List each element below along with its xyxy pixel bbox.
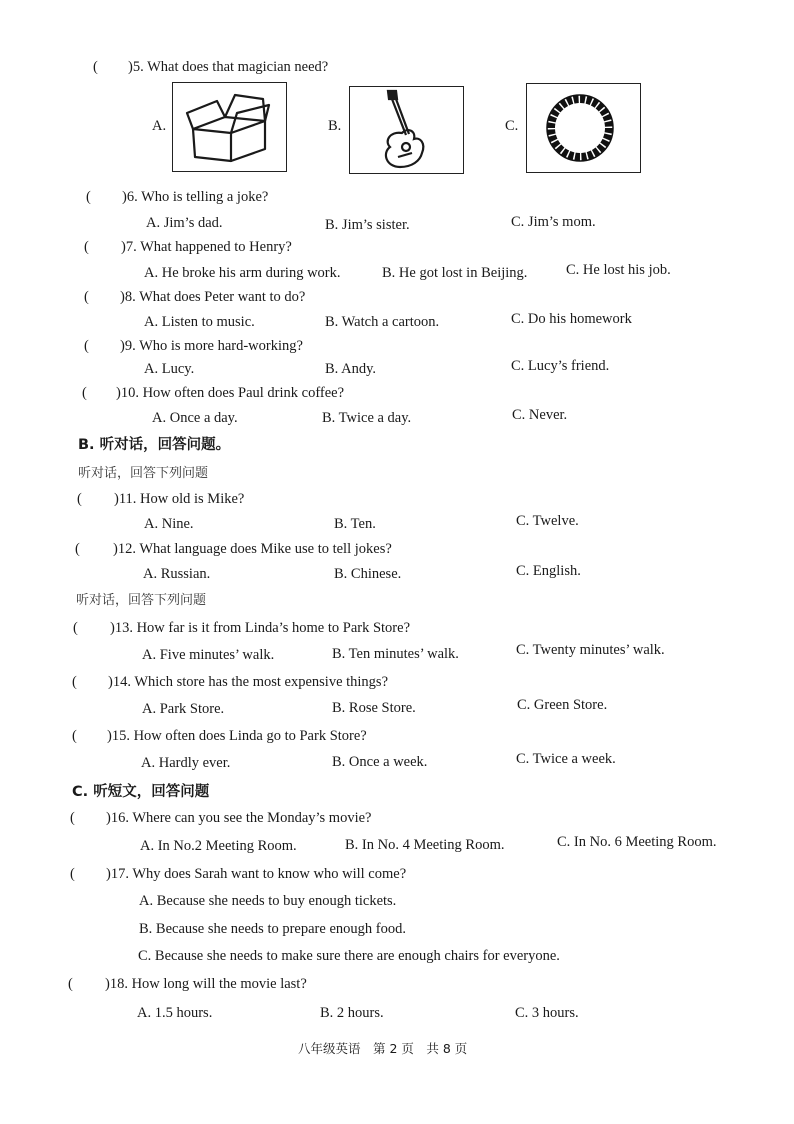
q9-option-b: B. Andy. xyxy=(325,361,377,377)
q11-option-a: A. Nine. xyxy=(144,516,194,532)
q13-paren: ( xyxy=(73,620,78,636)
guitar-icon xyxy=(350,87,463,173)
q14-option-c: C. Green Store. xyxy=(517,697,608,713)
section-c-title: C. 听短文，回答问题 xyxy=(72,784,210,800)
q14-option-a: A. Park Store. xyxy=(142,701,225,717)
q8-paren: ( xyxy=(84,289,89,305)
q7-option-c: C. He lost his job. xyxy=(566,262,671,278)
q6-option-a: A. Jim’s dad. xyxy=(146,215,223,231)
box-icon xyxy=(173,83,286,171)
q17-option-b: B. Because she needs to prepare enough food. xyxy=(139,921,406,937)
q5-paren: ( xyxy=(93,59,98,75)
q13-option-c: C. Twenty minutes’ walk. xyxy=(516,642,665,658)
q13-text: )13. How far is it from Linda’s home to Park Store? xyxy=(110,620,411,636)
q12-option-a: A. Russian. xyxy=(143,566,211,582)
q16-option-c: C. In No. 6 Meeting Room. xyxy=(557,834,717,850)
q7-text: )7. What happened to Henry? xyxy=(121,239,292,255)
section-b-subtitle-2: 听对话，回答下列问题 xyxy=(76,593,207,608)
section-b-subtitle-1: 听对话，回答下列问题 xyxy=(78,466,209,481)
q6-text: )6. Who is telling a joke? xyxy=(122,189,269,205)
q11-text: )11. How old is Mike? xyxy=(114,491,245,507)
q9-text: )9. Who is more hard-working? xyxy=(120,338,303,354)
q15-text: )15. How often does Linda go to Park Store? xyxy=(107,728,367,744)
q7-paren: ( xyxy=(84,239,89,255)
q11-paren: ( xyxy=(77,491,82,507)
q6-option-c: C. Jim’s mom. xyxy=(511,214,596,230)
q16-option-a: A. In No.2 Meeting Room. xyxy=(140,838,297,854)
q9-paren: ( xyxy=(84,338,89,354)
q8-option-a: A. Listen to music. xyxy=(144,314,255,330)
q8-text: )8. What does Peter want to do? xyxy=(120,289,306,305)
q8-option-b: B. Watch a cartoon. xyxy=(325,314,440,330)
q18-option-c: C. 3 hours. xyxy=(515,1005,579,1021)
q6-paren: ( xyxy=(86,189,91,205)
section-b-title: B. 听对话，回答问题。 xyxy=(78,437,231,453)
q8-option-c: C. Do his homework xyxy=(511,311,632,327)
q5-option-c: C. xyxy=(505,118,519,134)
q10-option-b: B. Twice a day. xyxy=(322,410,412,426)
q10-option-a: A. Once a day. xyxy=(152,410,238,426)
q13-option-b: B. Ten minutes’ walk. xyxy=(332,646,459,662)
q14-text: )14. Which store has the most expensive things? xyxy=(108,674,389,690)
q15-option-c: C. Twice a week. xyxy=(516,751,616,767)
q18-option-a: A. 1.5 hours. xyxy=(137,1005,213,1021)
q10-text: )10. How often does Paul drink coffee? xyxy=(116,385,345,401)
q11-option-b: B. Ten. xyxy=(334,516,376,532)
q13-option-a: A. Five minutes’ walk. xyxy=(142,647,275,663)
box-picture xyxy=(172,82,287,172)
q18-option-b: B. 2 hours. xyxy=(320,1005,384,1021)
q12-text: )12. What language does Mike use to tell jokes? xyxy=(113,541,392,557)
q18-paren: ( xyxy=(68,976,73,992)
q11-option-c: C. Twelve. xyxy=(516,513,579,529)
q12-option-c: C. English. xyxy=(516,563,581,579)
ring-picture xyxy=(526,83,641,173)
q5-option-a: A. xyxy=(152,118,167,134)
q7-option-a: A. He broke his arm during work. xyxy=(144,265,341,281)
q16-text: )16. Where can you see the Monday’s movie? xyxy=(106,810,372,826)
q16-option-b: B. In No. 4 Meeting Room. xyxy=(345,837,505,853)
q15-option-b: B. Once a week. xyxy=(332,754,428,770)
q14-paren: ( xyxy=(72,674,77,690)
q10-option-c: C. Never. xyxy=(512,407,568,423)
q18-text: )18. How long will the movie last? xyxy=(105,976,307,992)
ring-icon xyxy=(527,84,640,172)
page-footer: 八年级英语 第 2 页 共 8 页 xyxy=(298,1041,468,1056)
q6-option-b: B. Jim’s sister. xyxy=(325,217,410,233)
q5-option-b: B. xyxy=(328,118,342,134)
q7-option-b: B. He got lost in Beijing. xyxy=(382,265,528,281)
q14-option-b: B. Rose Store. xyxy=(332,700,416,716)
q16-paren: ( xyxy=(70,810,75,826)
q12-option-b: B. Chinese. xyxy=(334,566,402,582)
q17-option-a: A. Because she needs to buy enough tickets. xyxy=(139,893,397,909)
q15-paren: ( xyxy=(72,728,77,744)
q17-paren: ( xyxy=(70,866,75,882)
q5-text: )5. What does that magician need? xyxy=(128,59,329,75)
q10-paren: ( xyxy=(82,385,87,401)
q17-option-c: C. Because she needs to make sure there are enough chairs for everyone. xyxy=(138,948,560,964)
q15-option-a: A. Hardly ever. xyxy=(141,755,231,771)
q9-option-c: C. Lucy’s friend. xyxy=(511,358,610,374)
q9-option-a: A. Lucy. xyxy=(144,361,195,377)
q17-text: )17. Why does Sarah want to know who will come? xyxy=(106,866,407,882)
q12-paren: ( xyxy=(75,541,80,557)
guitar-picture xyxy=(349,86,464,174)
